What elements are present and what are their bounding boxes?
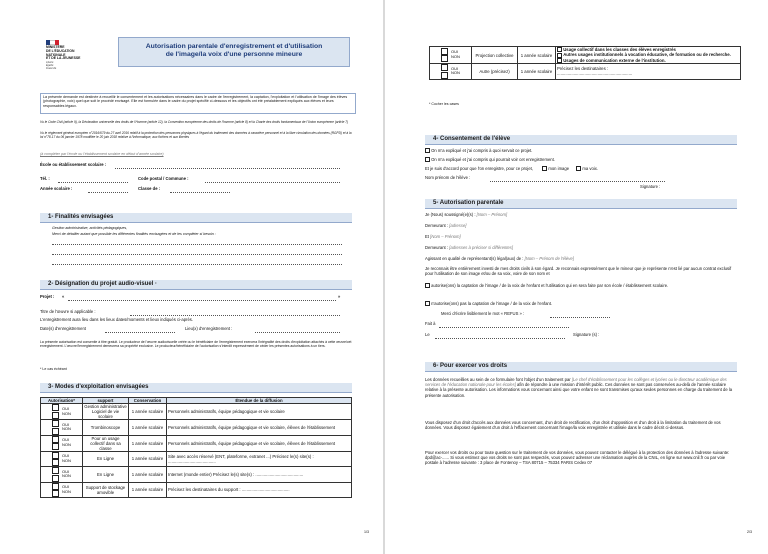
s5-agis-label: Agissant en qualité de représentant(s) légal(aux) de :	[425, 256, 524, 261]
oui-checkbox[interactable]	[441, 64, 448, 71]
usage-option[interactable]	[557, 58, 739, 63]
oui-checkbox[interactable]	[52, 483, 59, 490]
non-checkbox[interactable]	[52, 459, 59, 466]
s6-p1-text-b: afin de répondre à une mission d'intérêt public. Ces données ne sont pas conservées au-delà de l'année scolaire relative à la présente autorisation. Les informations vous concernant ainsi que votre enfant ne sont transmises qu'aux seules personnes en charge du traitement de la présente autorisation.	[425, 382, 733, 398]
postal-field[interactable]	[205, 182, 340, 183]
logo-line: NATIONALE	[46, 52, 66, 57]
support-cell: Pour un usage collectif dans sa classe	[83, 435, 129, 451]
non-label: NON	[62, 410, 71, 416]
support-cell: Autre (précisez)	[472, 64, 518, 80]
dates-field[interactable]	[105, 332, 175, 333]
tel-label: Tél. :	[40, 176, 50, 181]
oui-non-cell	[41, 404, 83, 420]
s5-et-label: Et	[425, 234, 429, 239]
s4-consent-text: Et je suis d'accord pour que l'on enregistre, pour ce projet,	[425, 166, 533, 171]
s5-dem	[425, 223, 466, 228]
etendue-cell	[556, 47, 741, 64]
support-cell: Trombinoscope	[83, 420, 129, 436]
oui-non-cell	[430, 64, 472, 80]
section-4-title: 4- Consentement de l'élève	[433, 136, 511, 143]
s6-p1-text-a: Les données recueillies au sein de ce formulaire font l'objet d'un traitement par	[425, 377, 572, 382]
non-label: NON	[62, 488, 71, 494]
oui-label: OUI	[62, 421, 70, 427]
s1-text-2: Merci de détailler autant que possible les différentes finalités envisagées et de les compléter si besoin :	[52, 232, 216, 236]
s5-dem-label: Demeurant :	[425, 223, 449, 228]
oui-non-cell	[41, 435, 83, 451]
section-5-header	[425, 199, 737, 209]
oui-checkbox[interactable]	[441, 48, 448, 55]
oui-checkbox[interactable]	[52, 404, 59, 411]
page-1	[0, 0, 383, 554]
section-3-header	[40, 383, 352, 393]
projet-field[interactable]	[68, 300, 336, 301]
legal-reference-1: Vu le Code Civil (article 9), la Déclaration universelle des droits de l'Homme (article 12), la Convention européenne des droits de l'homme (article 8) et la Charte des droits fondamentaux de l'Union européenne (article 7)	[40, 120, 349, 124]
modes-row	[41, 435, 352, 451]
s6-paragraph-2: Vous disposez d'un droit d'accès aux données vous concernant, d'un droit de rectification, d'un droit d'opposition et d'un droit à la limitation du traitement de vos données. Vous disposez également d'un droit à l'effacement concernant l'image/la voix enregistrée et utilisée dans le cadre décrit ci-dessus.	[425, 420, 721, 431]
col-conservation: Conservation	[129, 398, 167, 404]
non-checkbox[interactable]	[52, 490, 59, 497]
s1-text-1: Gestion administrative, activités pédagogiques,	[52, 226, 128, 230]
col-autorisation: Autorisation*	[41, 398, 83, 404]
non-checkbox[interactable]	[52, 428, 59, 435]
oui-label: OUI	[62, 484, 70, 490]
s1-line[interactable]	[52, 254, 342, 255]
s5-signature-label: Signature (s) :	[573, 332, 600, 337]
oui-label: OUI	[451, 49, 459, 55]
etendue-cell: Personnels administratifs, équipe pédagogique et vie scolaire	[167, 404, 352, 420]
non-label: NON	[451, 70, 460, 76]
oui-non-cell	[41, 467, 83, 483]
oui-label: OUI	[62, 405, 70, 411]
document-title-box	[118, 37, 350, 67]
modes-row	[41, 404, 352, 420]
usage-option-text: Autres usages institutionnels à vocation éducative, de formation ou de recherche.	[563, 52, 731, 58]
school-label: École ou établissement scolaire :	[40, 162, 107, 167]
s4-line-2[interactable]	[425, 157, 555, 162]
support-cell: Support de stockage amovible	[83, 482, 129, 498]
postal-label: Code postal / Commune :	[138, 176, 189, 181]
legal-reference-2: Vu le règlement général européen n°2016/679 du 27 avril 2016 relatif à la protection des personnes physiques à l'égard du traitement des données à caractère personnel et à la libre circulation des données (RGPD) et à la loi n°78-17 du 06 janvier 1978 modifiée le 20 juin 2018 relative à l'informatique, aux fichiers et aux libertés	[40, 131, 352, 139]
s6-p1-placeholder: [Le chef d'établissement pour les collèges et lycées ou le directeur académique des services de l'éducation nationale pour les écoles]	[425, 377, 727, 388]
s1-line[interactable]	[52, 264, 342, 265]
s6-paragraph-3: Pour exercer vos droits ou pour toute question sur le traitement de vos données, vous pouvez contacter le délégué à la protection des données à l'adresse suivante: dpd@ac-...... Si vous estimez que vos droits ne sont pas respectés, vous pouvez adresser une réclamation auprès de la CNIL, en ligne sur www.cnil.fr ou par voie postale à l'adresse suivante : 3 place de Fontenoy – TSA 80715 – 75334 PARIS Cedex 07	[425, 450, 730, 466]
s2-note: * Le cas échéant	[40, 367, 67, 371]
s5-et-placeholder[interactable]: [Nom – Prénom]	[430, 234, 461, 239]
usage-option-text: Usage collectif dans les classes des élèves enregistrés	[563, 47, 676, 52]
s5-auto-2-text: n'autorise(ons) pas la captation de l'image / de la voix de l'enfant.	[431, 301, 553, 306]
conservation-cell: 1 année scolaire	[129, 420, 167, 436]
s5-reconnais: Je reconnais être entièrement investi de mes droits civils à son égard. Je reconnais expressément que le mineur que je représente n'est lié par aucun contrat exclusif pour l'utilisation de son image et/ou de sa voix, voire de son nom et	[425, 266, 732, 277]
destinataires-line: ...............................................................	[557, 71, 633, 77]
modes-row	[41, 420, 352, 436]
year-field[interactable]	[88, 192, 128, 193]
s5-auto-1[interactable]	[425, 283, 737, 288]
refuse-checkbox[interactable]	[425, 301, 430, 306]
support-cell: Gestion administrative Logiciel de vie scolaire	[84, 404, 127, 419]
non-label: NON	[62, 426, 71, 432]
modes-row	[430, 47, 741, 64]
motto-line: Égalité	[46, 63, 54, 67]
s4-line-3	[425, 166, 598, 171]
s5-dem2	[425, 245, 513, 250]
oui-label: OUI	[62, 453, 70, 459]
oui-non-cell	[41, 451, 83, 467]
oui-non-cell	[41, 420, 83, 436]
logo-line: DE L'ÉDUCATION	[46, 48, 75, 53]
refus-field[interactable]	[550, 317, 610, 318]
col-support: support	[83, 398, 129, 404]
section-3-title: 3- Modes d'exploitation envisagées	[48, 384, 149, 391]
student-name-label: Nom prénom de l'élève :	[425, 175, 471, 180]
conservation-cell: 1 année scolaire	[129, 451, 167, 467]
support-cell: En Ligne	[83, 451, 129, 467]
section-2-header	[40, 280, 352, 290]
section-5-title: 5- Autorisation parentale	[433, 200, 504, 207]
oui-non-cell	[430, 47, 472, 64]
conservation-cell: 1 année scolaire	[129, 404, 167, 420]
support-cell: En Ligne	[83, 467, 129, 483]
s6-paragraph-1	[425, 377, 737, 398]
intro-paragraph: La présente demande est destinée à recueillir le consentement et les autorisations nécessaires dans le cadre de l'enregistrement, la captation, l'exploitation et l'utilisation de l'image des élèves (photographie, voix) quel que soit le procédé envisagé. Elle est formulée dans le cadre du projet spécifié ci-dessous et les objectifs ont été préalablement expliqués aux élèves et leurs responsables légaux.	[40, 93, 356, 114]
student-name-field[interactable]	[490, 181, 665, 182]
conservation-cell: 1 année scolaire	[129, 435, 167, 451]
dates-label: Date(s) d'enregistrement	[40, 326, 86, 331]
s5-et	[425, 234, 461, 239]
s5-je	[425, 212, 507, 217]
modes-table-continued	[429, 46, 741, 80]
oui-checkbox[interactable]	[52, 436, 59, 443]
etendue-cell	[556, 64, 741, 80]
voice-checkbox[interactable]	[576, 166, 581, 171]
etendue-cell: Internet (monde entier) Précisez le(s) site(s) : ........................................	[167, 467, 352, 483]
lieux2-label: Lieu(x) d'enregistrement :	[185, 326, 233, 331]
section-1-title: 1- Finalités envisagées	[48, 214, 114, 221]
support-cell: Projection collective	[472, 47, 518, 64]
image-checkbox[interactable]	[542, 166, 547, 171]
etendue-cell: Site avec accès réservé (ENT, plateforme, extranet ...) Précisez le(s) site(s) : ........................................	[167, 451, 352, 467]
non-label: NON	[451, 54, 460, 60]
tel-field[interactable]	[58, 182, 128, 183]
modes-row	[41, 482, 352, 498]
oui-non-cell	[41, 482, 83, 498]
etendue-cell: Précisez les destinataires du support : ........................................	[167, 482, 352, 498]
s4-signature-label: Signature :	[640, 184, 661, 189]
le-label: Le	[425, 332, 430, 337]
projet-label: Projet :	[40, 294, 55, 299]
motto-line: Liberté	[46, 61, 54, 65]
s5-agis-placeholder[interactable]: [Nom – Prénom de l'élève]	[524, 256, 574, 261]
autorise-checkbox[interactable]	[425, 283, 430, 288]
modes-row	[41, 451, 352, 467]
ministry-logo	[46, 40, 106, 71]
s5-auto-1-text: autorise(ons) la captation de l'image / de la voix de l'enfant et l'utilisation qui en sera faite par son école / établissement scolaire.	[431, 283, 669, 288]
etendue-cell: Personnels administratifs, équipe pédagogique et vie scolaire, élèves de l'établissement	[167, 420, 352, 436]
s5-je-placeholder[interactable]: [Nom – Prénom]	[476, 212, 508, 217]
class-label: Classe de :	[138, 186, 161, 191]
p2-note: * Cocher les cases	[429, 102, 459, 106]
s5-je-label: Je (Nous) soussigné(e)(s) :	[425, 212, 476, 217]
destinataires-line: Précisez les destinataires :	[557, 66, 609, 72]
motto-line: Fraternité	[46, 66, 57, 70]
s1-line[interactable]	[52, 244, 342, 245]
non-checkbox[interactable]	[441, 55, 448, 62]
conservation-cell: 1 année scolaire	[129, 482, 167, 498]
projet-close-quote: »	[338, 294, 341, 299]
checkbox[interactable]	[425, 157, 430, 162]
image-option: mon image	[548, 166, 570, 171]
title-line-2: de l'image/la voix d'une personne mineure	[165, 51, 303, 58]
checkbox[interactable]	[425, 148, 430, 153]
section-6-header	[425, 362, 737, 372]
s4-line-1[interactable]	[425, 148, 532, 153]
oui-checkbox[interactable]	[52, 467, 59, 474]
non-checkbox[interactable]	[52, 475, 59, 482]
s5-dem2-placeholder[interactable]: [adresses à préciser si différentes]	[449, 245, 513, 250]
usage-checkbox[interactable]	[557, 53, 562, 58]
oui-checkbox[interactable]	[52, 420, 59, 427]
non-label: NON	[62, 473, 71, 479]
lieux-label: L'enregistrement aura lieu dans les lieux dates/moments et lieux indiqués ci-après.	[40, 317, 194, 322]
projet-open-quote: «	[62, 294, 65, 299]
year-label: Année scolaire :	[40, 186, 73, 191]
modes-row	[430, 64, 741, 80]
s5-agis	[425, 256, 574, 261]
usage-checkbox[interactable]	[557, 58, 562, 63]
section-1-header	[40, 213, 352, 223]
fait-field[interactable]	[439, 327, 569, 328]
conservation-cell: 1 année scolaire	[129, 467, 167, 483]
titre-label: Titre de l'œuvre si applicable :	[40, 309, 96, 314]
non-label: NON	[62, 442, 71, 447]
s5-dem-placeholder[interactable]: [adresse]	[449, 223, 467, 228]
title-line-1: Autorisation parentale d'enregistrement et d'utilisation	[145, 43, 323, 50]
col-etendue: Étendue de la diffusion	[167, 398, 352, 404]
oui-label: OUI	[451, 65, 459, 71]
non-label: NON	[62, 457, 71, 463]
logo-line: MINISTÈRE	[46, 45, 65, 49]
etendue-cell: Personnels administratifs, équipe pédagogique et vie scolaire, élèves de l'établissement	[167, 435, 352, 451]
logo-line: ET DE LA JEUNESSE	[46, 56, 81, 61]
voice-option: ma voix.	[582, 166, 598, 171]
non-checkbox[interactable]	[441, 72, 448, 79]
page-2	[385, 0, 768, 554]
oui-checkbox[interactable]	[52, 452, 59, 459]
le-field[interactable]	[435, 338, 565, 339]
school-field[interactable]	[115, 168, 340, 169]
page-number: 1/3	[364, 530, 369, 534]
s2-paragraph: La présente autorisation est consentie à titre gratuit. Le producteur de l'œuvre audiovisuelle créée ou le bénéficiaire de l'enregistrement exercera l'intégralité des droits d'exploitation attachés à cette œuvre/cet enregistrement. L'œuvre/l'enregistrement demeurera sa propriété exclusive. Le producteur/bénéficiaire de l'autorisation s'interdit expressément de céder les présentes autorisations à un tiers.	[40, 340, 352, 349]
titre-field[interactable]	[130, 315, 340, 316]
usage-option-text: Usages de communication externe de l'institution.	[563, 57, 666, 63]
non-checkbox[interactable]	[52, 412, 59, 419]
lieux-field[interactable]	[255, 332, 340, 333]
class-field[interactable]	[170, 192, 230, 193]
s4-line-1-text: On m'a expliqué et j'ai compris à quoi servait ce projet.	[431, 148, 533, 153]
section-6-title: 6- Pour exercer vos droits	[433, 363, 508, 370]
oui-label: OUI	[62, 437, 70, 443]
school-note: (à compléter par l'école ou l'établissement scolaire en début d'année scolaire)	[40, 152, 164, 156]
page-number: 2/3	[747, 530, 752, 534]
modes-row	[41, 467, 352, 483]
modes-table	[40, 397, 352, 498]
s5-auto-2[interactable]	[425, 301, 552, 306]
section-4-header	[425, 135, 737, 145]
s5-dem2-label: Demeurant :	[425, 245, 449, 250]
oui-label: OUI	[62, 468, 70, 474]
non-checkbox[interactable]	[52, 443, 59, 450]
conservation-cell: 1 année scolaire	[518, 64, 556, 80]
section-2-title: 2- Désignation du projet audio-visuel ·	[48, 281, 158, 288]
fait-label: Fait à	[425, 321, 436, 326]
conservation-cell: 1 année scolaire	[518, 47, 556, 64]
refus-label: Merci d'écrire lisiblement le mot « REFUS » :	[441, 311, 525, 316]
s4-line-2-text: On m'a expliqué et j'ai compris qui pourrait voir cet enregistrement.	[431, 157, 555, 162]
